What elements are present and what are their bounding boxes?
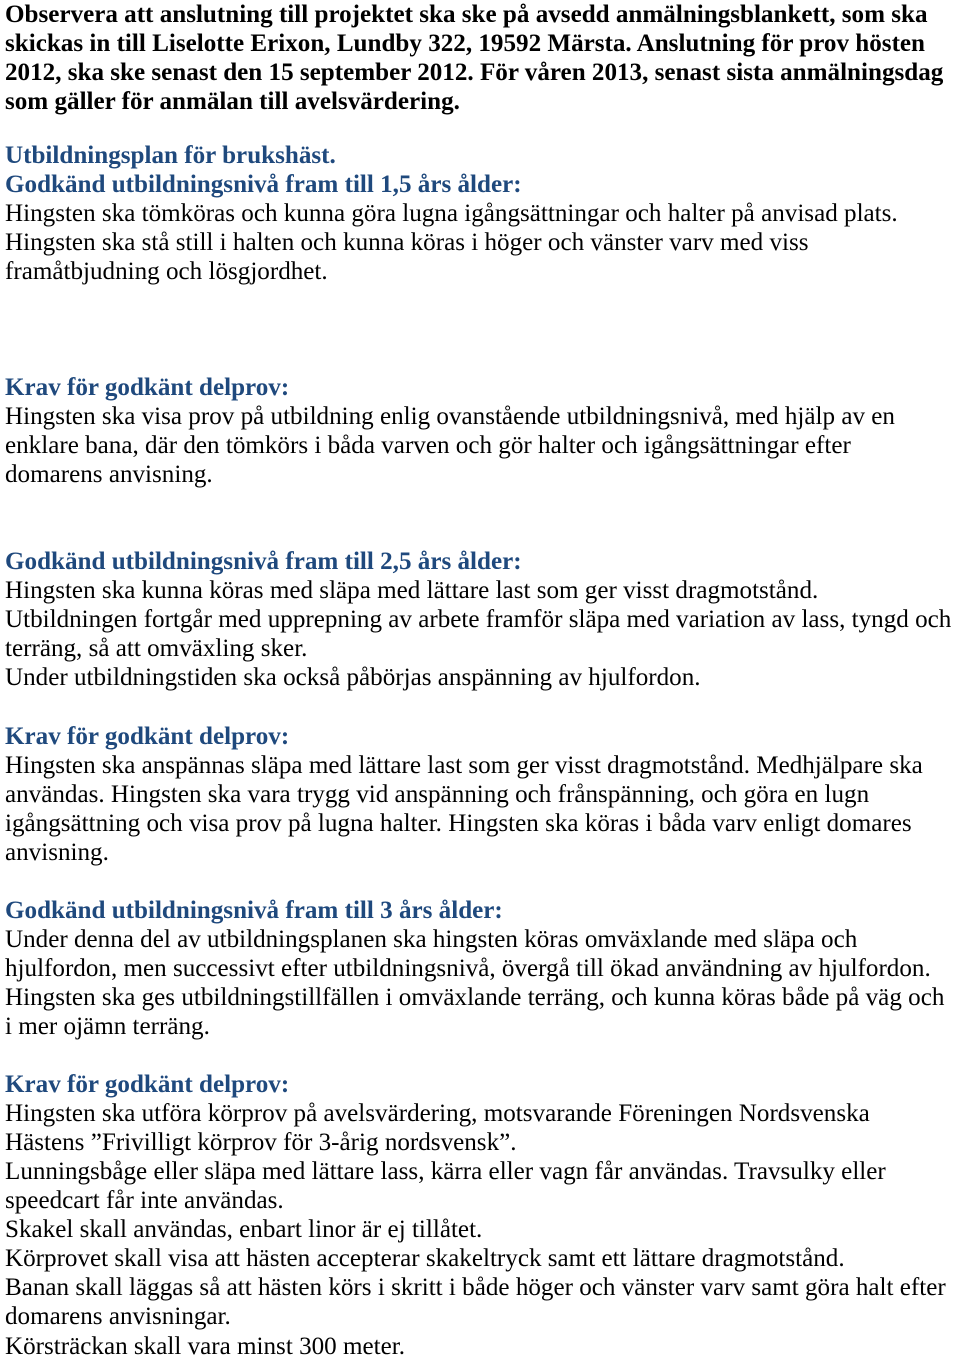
registration-notice: [5, 0, 960, 116]
section-training-level-3-years: [5, 896, 960, 1041]
section-heading: Godkänd utbildningsnivå fram till 2,5 års ålder:: [5, 548, 522, 576]
body-line: Skakel skall användas, enbart linor är ej tillåtet.: [5, 1216, 483, 1244]
body-line: domarens anvisningar.: [5, 1303, 231, 1331]
section-heading: Godkänd utbildningsnivå fram till 3 års ålder:: [5, 896, 503, 924]
section-heading: Krav för godkänt delprov:: [5, 373, 290, 401]
body-line: i mer ojämn terräng.: [5, 1012, 210, 1040]
body-line: anvisning.: [5, 838, 109, 866]
body-line: Hingsten ska stå still i halten och kunna köras i höger och vänster varv med viss: [5, 228, 809, 256]
section-training-level-2-5-years: [5, 547, 960, 692]
section-test-requirements-3-years: [5, 1070, 960, 1360]
section-heading: Krav för godkänt delprov:: [5, 1071, 290, 1099]
body-line: Hingsten ska ges utbildningstillfällen i omväxlande terräng, och kunna köras både på väg och: [5, 983, 945, 1011]
body-line: Hingsten ska anspännas släpa med lättare last som ger visst dragmotstånd. Medhjälpare ska: [5, 751, 923, 779]
body-line: speedcart får inte användas.: [5, 1187, 284, 1215]
body-line: enklare bana, där den tömkörs i båda varven och gör halter och igångsättningar efter: [5, 432, 851, 460]
body-line: användas. Hingsten ska vara trygg vid anspänning och frånspänning, och göra en lugn: [5, 780, 870, 808]
body-line: Hingsten ska kunna köras med släpa med lättare last som ger visst dragmotstånd.: [5, 577, 819, 605]
body-line: hjulfordon, men successivt efter utbildningsnivå, övergå till ökad användning av hjulfordon.: [5, 954, 931, 982]
notice-line: skickas in till Liselotte Erixon, Lundby 322, 19592 Märsta. Anslutning för prov hösten: [5, 30, 926, 58]
notice-line: som gäller för anmälan till avelsvärdering.: [5, 88, 460, 116]
section-test-requirements-2-5-years: [5, 722, 960, 867]
body-line: Körprovet skall visa att hästen accepterar skakeltryck samt ett lättare dragmotstånd.: [5, 1245, 845, 1273]
section-heading: Krav för godkänt delprov:: [5, 722, 290, 750]
body-line: Körsträckan skall vara minst 300 meter.: [5, 1332, 405, 1360]
section-heading: Godkänd utbildningsnivå fram till 1,5 års ålder:: [5, 170, 522, 198]
document-title: Utbildningsplan för brukshäst.: [5, 141, 336, 169]
body-line: Hästens ”Frivilligt körprov för 3-årig nordsvensk”.: [5, 1129, 517, 1157]
notice-line: Observera att anslutning till projektet ska ske på avsedd anmälningsblankett, som ska: [5, 1, 928, 28]
body-line: igångsättning och visa prov på lugna halter. Hingsten ska köras i båda varv enligt domares: [5, 809, 912, 837]
body-line: domarens anvisning.: [5, 461, 213, 489]
body-line: Utbildningen fortgår med upprepning av arbete framför släpa med variation av lass, tyngd och: [5, 606, 952, 634]
body-line: Under denna del av utbildningsplanen ska hingsten köras omväxlande med släpa och: [5, 925, 858, 953]
section-test-requirements-1-5-years: [5, 373, 960, 489]
body-line: Lunningsbåge eller släpa med lättare lass, kärra eller vagn får användas. Travsulky eller: [5, 1158, 886, 1186]
body-line: Banan skall läggas så att hästen körs i skritt i både höger och vänster varv samt göra halt efter: [5, 1274, 946, 1302]
body-line: Under utbildningstiden ska också påbörjas anspänning av hjulfordon.: [5, 664, 701, 692]
body-line: Hingsten ska utföra körprov på avelsvärdering, motsvarande Föreningen Nordsvenska: [5, 1100, 870, 1128]
body-line: Hingsten ska visa prov på utbildning enlig ovanstående utbildningsnivå, med hjälp av en: [5, 403, 895, 430]
section-training-level-1-5-years: [5, 170, 960, 286]
body-line: framåtbjudning och lösgjordhet.: [5, 257, 328, 285]
notice-line: 2012, ska ske senast den 15 september 2012. För våren 2013, senast sista anmälningsdag: [5, 59, 944, 87]
body-line: Hingsten ska tömköras och kunna göra lugna igångsättningar och halter på anvisad plats.: [5, 199, 898, 227]
body-line: terräng, så att omväxling sker.: [5, 635, 308, 663]
